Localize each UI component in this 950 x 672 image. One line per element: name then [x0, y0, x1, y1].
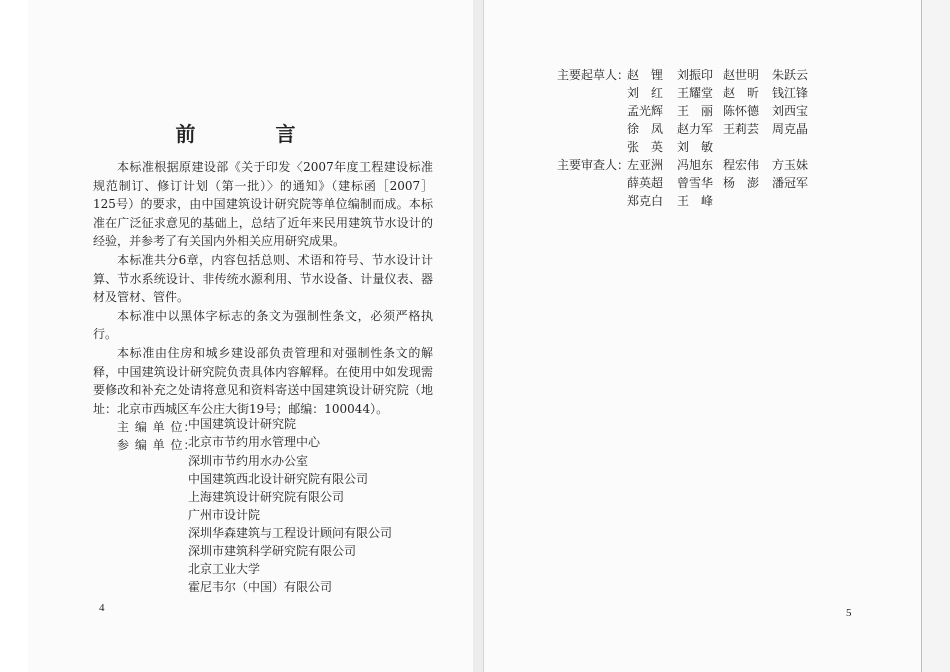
participant-unit: 深圳市节约用水办公室	[188, 454, 309, 468]
participant-unit: 北京工业大学	[188, 562, 261, 576]
drafter-name: 赵 锂	[627, 68, 664, 82]
drafter-name: 王莉芸	[723, 122, 760, 136]
participant-unit: 上海建筑设计研究院有限公司	[188, 490, 345, 504]
drafter-name: 刘 红	[627, 86, 664, 100]
foreword-paragraph-3: 本标准中以黑体字标志的条文为强制性条文，必须严格执行。	[93, 308, 433, 342]
drafter-name: 陈怀德	[723, 104, 760, 118]
drafters-label: 主要起草人：	[557, 68, 630, 82]
reviewer-name: 薛英超	[627, 176, 664, 190]
participant-unit: 霍尼韦尔（中国）有限公司	[188, 580, 333, 594]
participant-unit: 深圳市建筑科学研究院有限公司	[188, 544, 357, 558]
drafter-name: 赵 昕	[723, 86, 760, 100]
participant-unit: 深圳华森建筑与工程设计顾问有限公司	[188, 526, 393, 540]
chief-unit-label: 主 编 单 位：	[117, 420, 197, 434]
drafter-name: 赵世明	[723, 68, 760, 82]
reviewer-name: 程宏伟	[723, 158, 760, 172]
drafter-name: 王耀堂	[677, 86, 714, 100]
reviewer-name: 杨 澎	[723, 176, 760, 190]
reviewer-name: 王 峰	[677, 194, 714, 208]
reviewer-name: 左亚洲	[627, 158, 664, 172]
participant-unit: 广州市设计院	[188, 508, 261, 522]
drafter-name: 徐 凤	[627, 122, 664, 136]
page-title: 前 言	[175, 122, 326, 146]
drafter-name: 周克晶	[772, 122, 809, 136]
foreword-body	[93, 158, 433, 418]
book-gutter	[473, 0, 483, 672]
drafter-name: 朱跃云	[772, 68, 809, 82]
foreword-paragraph-4: 本标准由住房和城乡建设部负责管理和对强制性条文的解释，中国建筑设计研究院负责具体内容解释。在使用中如发现需要修改和补充之处请将意见和资料寄送中国建筑设计研究院（地址：北京市西城区车公庄大街19号；邮编：100044）。	[93, 345, 433, 416]
drafter-name: 钱江锋	[772, 86, 809, 100]
reviewer-name: 冯旭东	[677, 158, 714, 172]
drafter-name: 王 丽	[677, 104, 714, 118]
reviewer-name: 方玉妹	[772, 158, 809, 172]
drafter-name: 刘振印	[677, 68, 714, 82]
drafter-name: 刘西宝	[772, 104, 809, 118]
participant-unit-label: 参 编 单 位：	[117, 438, 197, 452]
drafter-name: 赵力军	[677, 122, 714, 136]
reviewer-name: 郑克白	[627, 194, 664, 208]
reviewer-name: 潘冠军	[772, 176, 809, 190]
drafter-name: 刘 敏	[677, 140, 714, 154]
page-number-right: 5	[846, 607, 852, 619]
reviewers-label: 主要审查人：	[557, 158, 630, 172]
drafter-name: 张 英	[627, 140, 664, 154]
page-edge	[922, 0, 950, 672]
foreword-paragraph-2: 本标准共分6章，内容包括总则、术语和符号、节水设计计算、节水系统设计、非传统水源利用、节水设备、计量仪表、器材及管材、管件。	[93, 252, 433, 305]
foreword-paragraph-1: 本标准根据原建设部《关于印发〈2007年度工程建设标准规范制订、修订计划（第一批）〉的通知》（建标函［2007］125号）的要求，由中国建筑设计研究院等单位编制而成。本标准在广泛征求意见的基础上，总结了近年来民用建筑节水设计的经验，并参考了有关国内外相关应用研究成果。	[93, 160, 433, 249]
participant-unit: 北京市节约用水管理中心	[188, 435, 321, 449]
drafter-name: 孟光辉	[627, 104, 664, 118]
chief-unit: 中国建筑设计研究院	[188, 417, 297, 431]
participant-unit: 中国建筑西北设计研究院有限公司	[188, 472, 369, 486]
reviewer-name: 曾雪华	[677, 176, 714, 190]
page-number-left: 4	[99, 602, 105, 614]
